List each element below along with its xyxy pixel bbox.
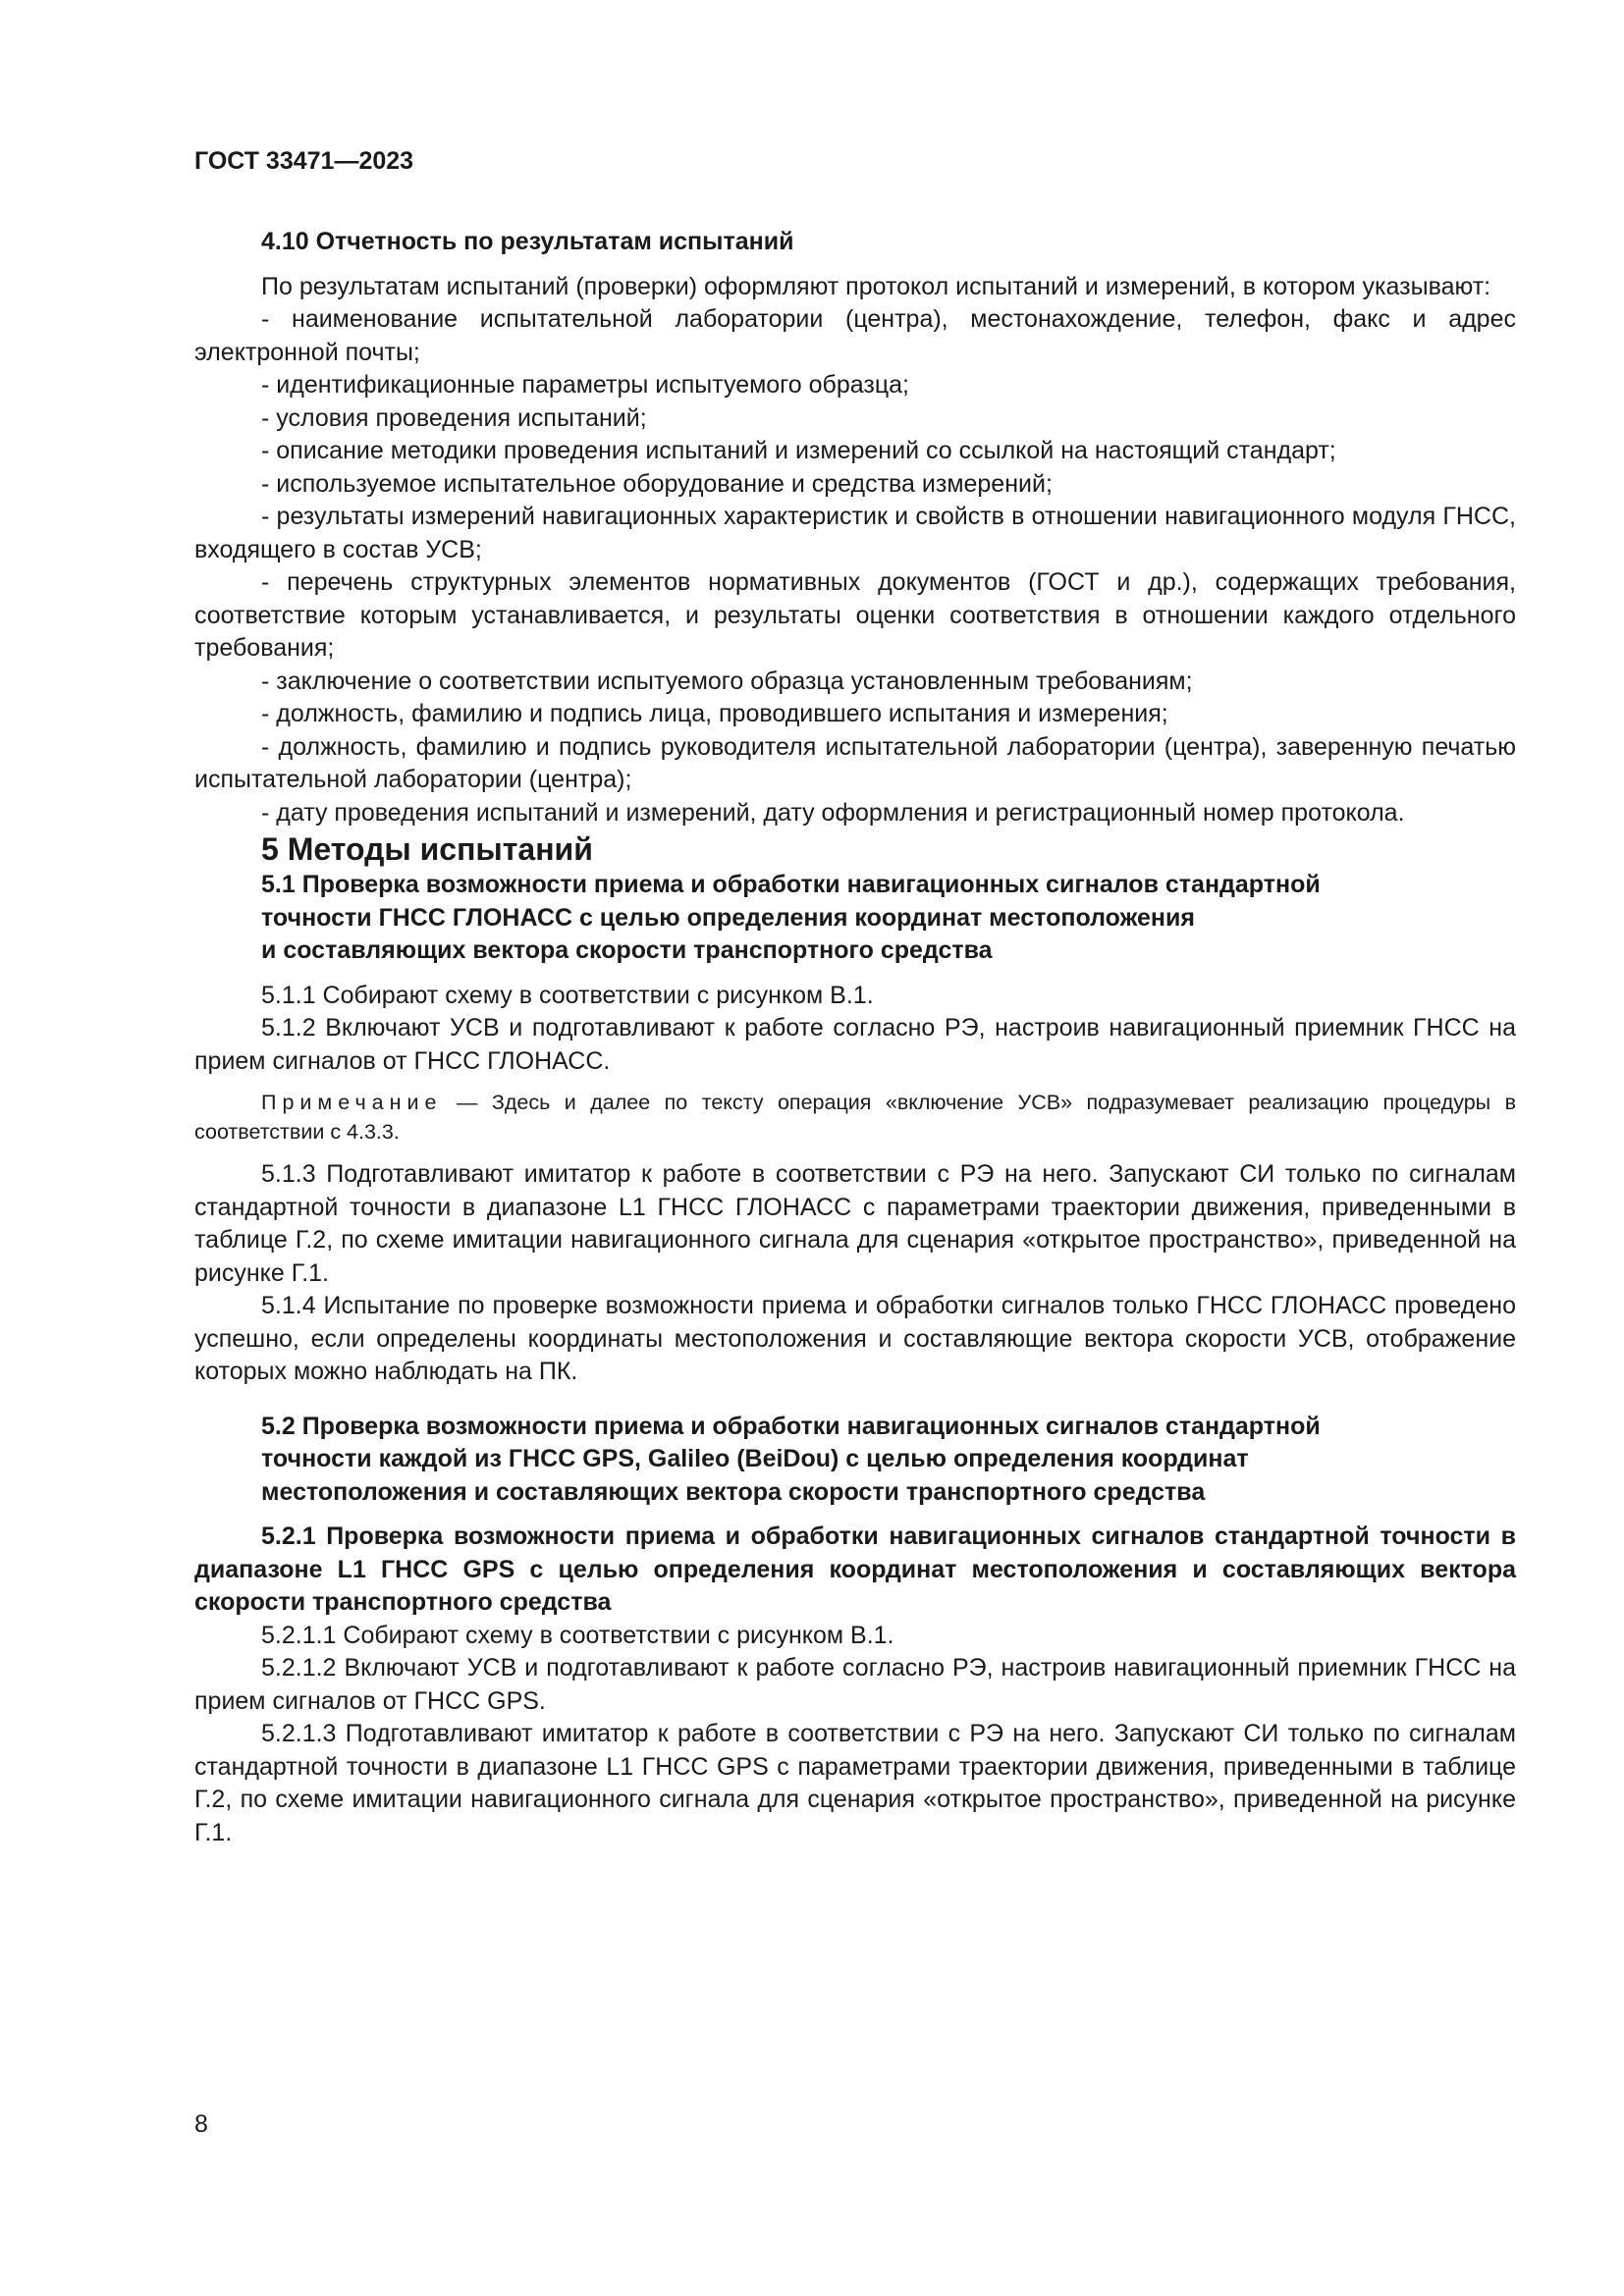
list-item: - перечень структурных элементов нормативных документов (ГОСТ и др.), содержащих требования, соответствие которым устанавливается, и результаты оценки соответствия в отношении каждого отдельного требования; <box>194 568 1516 662</box>
section-5-1-title <box>194 869 1516 968</box>
section-5-1-title-line: 5.1 Проверка возможности приема и обработки навигационных сигналов стандартной <box>261 871 1321 898</box>
page-number: 8 <box>194 2110 208 2138</box>
list-item: - идентификационные параметры испытуемого образца; <box>261 371 909 399</box>
paragraph-5-1-1: 5.1.1 Собирают схему в соответствии с рисунком В.1. <box>261 981 874 1009</box>
list-item: - заключение о соответствии испытуемого образца установленным требованиям; <box>261 667 1193 695</box>
note-label: Примечание <box>261 1091 443 1114</box>
paragraph-5-2-1-2: 5.2.1.2 Включают УСВ и подготавливают к работе согласно РЭ, настроив навигационный приемник ГНСС на прием сигналов от ГНСС GPS. <box>194 1654 1516 1715</box>
list-item: - наименование испытательной лаборатории (центра), местонахождение, телефон, факс и адрес электронной почты; <box>194 305 1516 366</box>
section-5-1-title-line: точности ГНСС ГЛОНАСС с целью определения координат местоположения <box>261 903 1195 932</box>
list-item: - описание методики проведения испытаний и измерений со ссылкой на настоящий стандарт; <box>261 437 1336 464</box>
list-item: - дату проведения испытаний и измерений, дату оформления и регистрационный номер протокола. <box>261 798 1405 827</box>
paragraph-5-1-3: 5.1.3 Подготавливают имитатор к работе в соответствии с РЭ на него. Запускают СИ только по сигналам стандартной точности в диапазоне L1 ГНСС ГЛОНАСС с параметрами траектории движения, приведенными в таблице Г.2, по схеме имитации навигационного сигнала для сценария «открытое пространство», приведенной на рисунке Г.1. <box>194 1160 1516 1287</box>
section-5-2-title <box>194 1411 1516 1510</box>
paragraph-5-2-1-1: 5.2.1.1 Собирают схему в соответствии с рисунком В.1. <box>261 1621 894 1649</box>
note <box>194 1088 1516 1147</box>
list-item: - условия проведения испытаний; <box>261 403 647 432</box>
list-item: - используемое испытательное оборудование и средства измерений; <box>261 469 1053 498</box>
list-item: - должность, фамилию и подпись лица, проводившего испытания и измерения; <box>261 700 1168 727</box>
section-5-2-1-title: 5.2.1 Проверка возможности приема и обработки навигационных сигналов стандартной точности в диапазоне L1 ГНСС GPS с целью определения координат местоположения и составляющих вектора скорости транспортного средства <box>194 1522 1516 1616</box>
section-5-title: 5 Методы испытаний <box>261 831 593 867</box>
list-item: - должность, фамилию и подпись руководителя испытательной лаборатории (центра), заверенную печатью испытательной лаборатории (центра); <box>194 732 1516 793</box>
section-4-10-title: 4.10 Отчетность по результатам испытаний <box>261 228 794 255</box>
section-5-2-title-line: местоположения и составляющих вектора скорости транспортного средства <box>261 1477 1206 1506</box>
paragraph-5-1-2: 5.1.2 Включают УСВ и подготавливают к работе согласно РЭ, настроив навигационный приемник ГНСС на прием сигналов от ГНСС ГЛОНАСС. <box>194 1014 1516 1075</box>
document-id-header: ГОСТ 33471—2023 <box>194 147 414 175</box>
section-4-10-intro: По результатам испытаний (проверки) оформляют протокол испытаний и измерений, в котором указывают: <box>261 272 1491 300</box>
note-text: — Здесь и далее по тексту операция «включение УСВ» подразумевает реализацию процедуры в соответствии с 4.3.3. <box>194 1091 1516 1144</box>
section-5-2-title-line: 5.2 Проверка возможности приема и обработки навигационных сигналов стандартной <box>261 1412 1321 1440</box>
list-item: - результаты измерений навигационных характеристик и свойств в отношении навигационного модуля ГНСС, входящего в состав УСВ; <box>194 503 1516 563</box>
paragraph-5-1-4: 5.1.4 Испытание по проверке возможности приема и обработки сигналов только ГНСС ГЛОНАСС проведено успешно, если определены координаты местоположения и составляющие вектора скорости УСВ, отображение которых можно наблюдать на ПК. <box>194 1292 1516 1385</box>
section-5-2-title-line: точности каждой из ГНСС GPS, Galileo (BeiDou) с целью определения координат <box>261 1445 1249 1472</box>
page-content <box>194 226 1516 1849</box>
paragraph-5-2-1-3: 5.2.1.3 Подготавливают имитатор к работе в соответствии с РЭ на него. Запускают СИ только по сигналам стандартной точности в диапазоне L1 ГНСС GPS с параметрами траектории движения, приведенными в таблице Г.2, по схеме имитации навигационного сигнала для сценария «открытое пространство», приведенной на рисунке Г.1. <box>194 1720 1516 1846</box>
section-5-1-title-line: и составляющих вектора скорости транспортного средства <box>261 936 993 964</box>
